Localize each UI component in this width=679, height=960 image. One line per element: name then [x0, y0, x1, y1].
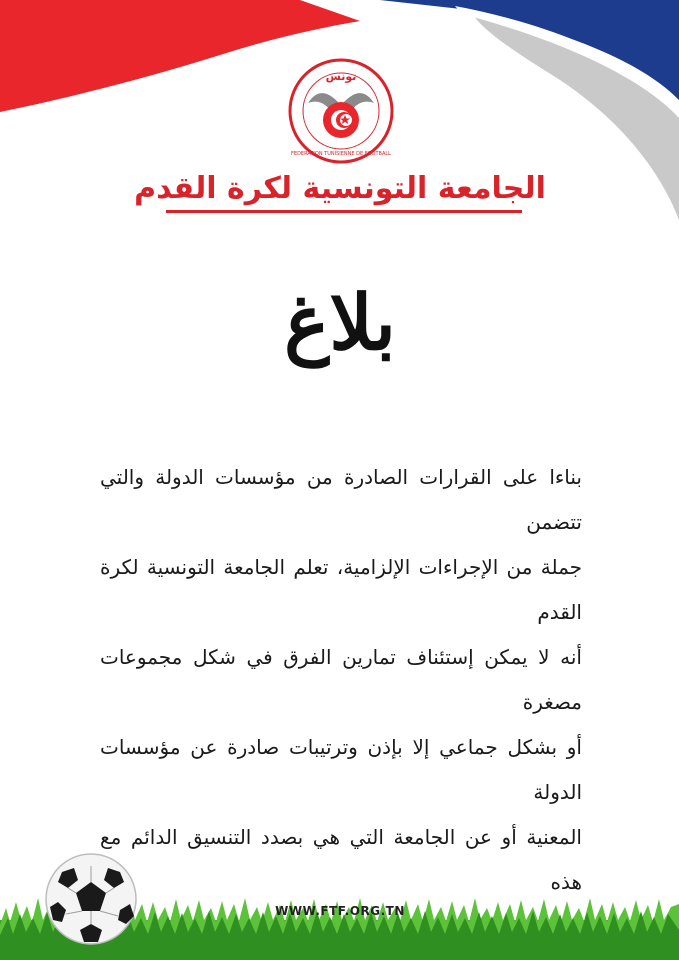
svg-text:تونس: تونس — [325, 70, 357, 83]
notice-line: أنه لا يمكن إستئناف تمارين الفرق في شكل مجموعات مصغرة — [100, 645, 582, 714]
notice-line: بناءا على القرارات الصادرة من مؤسسات الدولة والتي تتضمن — [100, 465, 582, 534]
soccer-ball-icon — [44, 852, 138, 946]
website-url: WWW.FTF.ORG.TN — [275, 904, 405, 918]
svg-text:FEDERATION TUNISIENNE DE FOOTB: FEDERATION TUNISIENNE DE FOOTBALL — [291, 151, 391, 157]
notice-body — [100, 455, 582, 950]
notice-line: المعنية أو عن الجامعة التي هي بصدد التنسيق الدائم مع هذه — [100, 825, 582, 894]
federation-name-underline — [166, 210, 522, 213]
federation-name: الجامعة التونسية لكرة القدم — [134, 171, 546, 206]
notice-heading: بلاغ — [284, 278, 396, 367]
notice-line: أو بشكل جماعي إلا بإذن وترتيبات صادرة عن مؤسسات الدولة — [100, 735, 582, 804]
notice-line: جملة من الإجراءات الإلزامية، تعلم الجامعة التونسية لكرة القدم — [100, 555, 582, 624]
ftf-logo-icon — [288, 58, 394, 164]
